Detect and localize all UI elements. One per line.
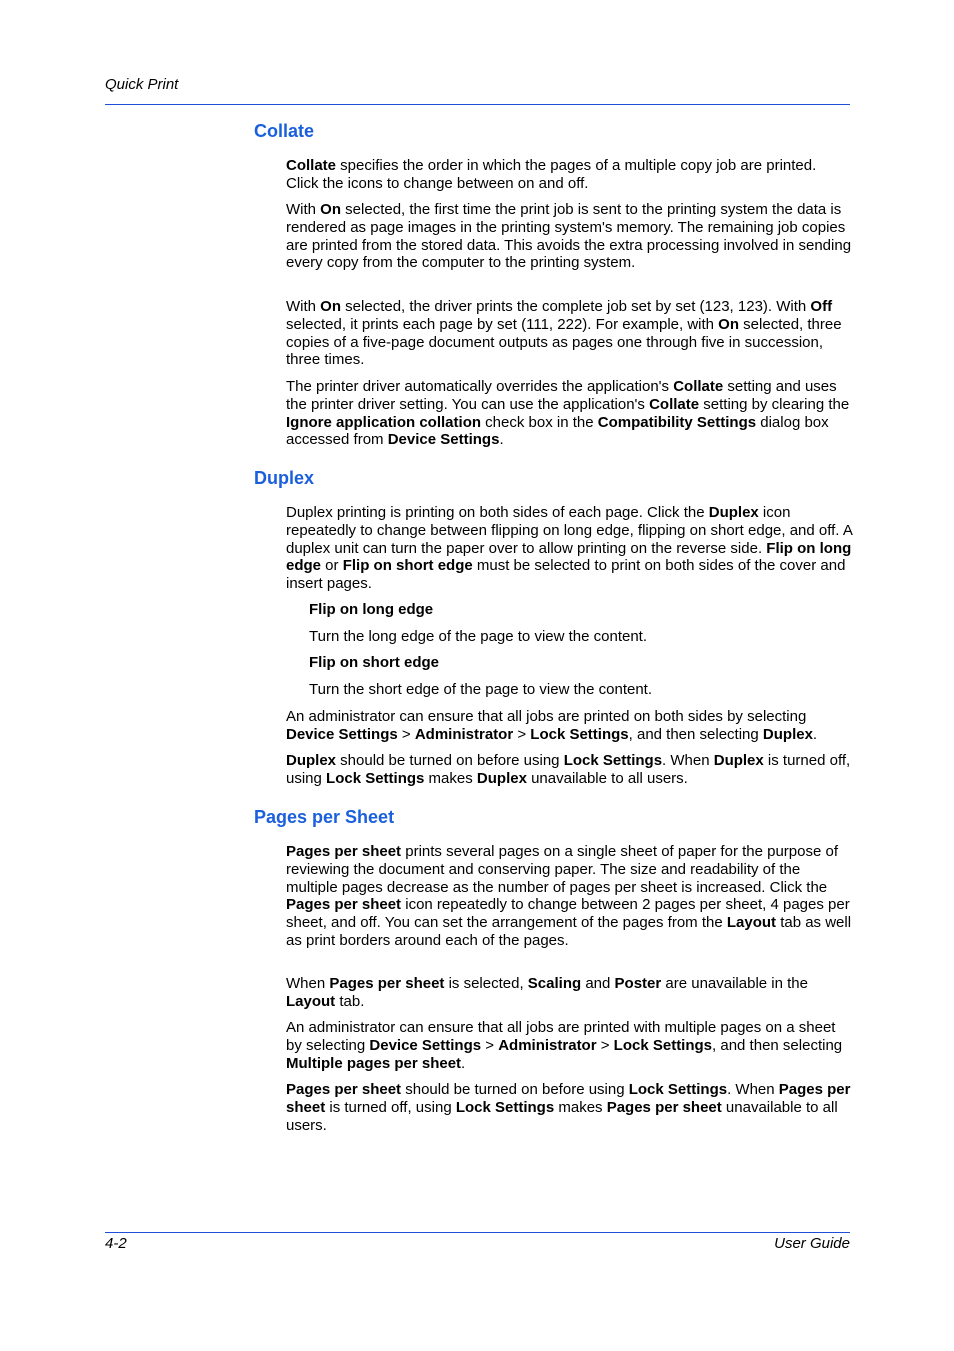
header-rule — [105, 104, 850, 105]
section-heading-pages-per-sheet: Pages per Sheet — [254, 807, 395, 827]
footer-rule — [105, 1232, 850, 1233]
page-number: 4-2 — [105, 1235, 127, 1252]
collate-paragraph: With On selected, the driver prints the complete job set by set (123, 123). With Off selected, it prints each page by set (111, 222). For example, with On selected, three copies of a five-page document outputs as pages one through five in succession, three times. — [286, 298, 842, 369]
section-heading-collate: Collate — [254, 121, 315, 141]
duplex-option-term: Flip on long edge — [309, 601, 434, 618]
duplex-paragraph: Duplex should be turned on before using Lock Settings. When Duplex is turned off, using Lock Settings makes Duplex unavailable to all users. — [286, 752, 851, 787]
footer-doc-title: User Guide — [774, 1235, 850, 1252]
duplex-option-desc: Turn the short edge of the page to view the content. — [309, 681, 653, 698]
duplex-paragraph: An administrator can ensure that all jobs are printed on both sides by selecting Device Settings > Administrator > Lock Settings, and then selecting Duplex. — [286, 708, 818, 743]
duplex-intro: Duplex printing is printing on both sides of each page. Click the Duplex icon repeatedly to change between flipping on long edge, flipping on short edge, and off. A duplex unit can turn the paper over to allow printing on the reverse side. Flip on long edge or Flip on short edge must be selected to print on both sides of the cover and insert pages. — [286, 504, 852, 593]
collate-paragraph: The printer driver automatically overrides the application's Collate setting and uses the printer driver setting. You can use the application's Collate setting by clearing the Ignore application collation check box in the Compatibility Settings dialog box accessed from Device Settings. — [286, 378, 850, 449]
pages-per-sheet-paragraph: Pages per sheet should be turned on before using Lock Settings. When Pages per sheet is turned off, using Lock Settings makes Pages per sheet unavailable to all users. — [286, 1081, 851, 1134]
pages-per-sheet-paragraph: Pages per sheet prints several pages on a single sheet of paper for the purpose of reviewing the document and conserving paper. The size and readability of the multiple pages decrease as the number of pages per sheet is increased. Click the Pages per sheet icon repeatedly to change between 2 pages per sheet, 4 pages per sheet, and off. You can set the arrangement of the pages from the Layout tab as well as print borders around each of the pages. — [286, 843, 852, 949]
pages-per-sheet-paragraph: An administrator can ensure that all jobs are printed with multiple pages on a sheet by selecting Device Settings > Administrator > Lock Settings, and then selecting Multiple pages per sheet. — [286, 1019, 843, 1072]
collate-paragraph: Collate specifies the order in which the pages of a multiple copy job are printed. Click the icons to change between on and off. — [286, 157, 817, 192]
collate-paragraph: With On selected, the first time the print job is sent to the printing system the data is rendered as page images in the printing system's memory. The remaining job copies are printed from the stored data. This avoids the extra processing involved in sending every copy from the computer to the printing system. — [286, 201, 852, 272]
pages-per-sheet-paragraph: When Pages per sheet is selected, Scaling and Poster are unavailable in the Layout tab. — [286, 975, 808, 1010]
duplex-option-desc: Turn the long edge of the page to view the content. — [309, 628, 648, 645]
section-heading-duplex: Duplex — [254, 468, 315, 488]
running-header: Quick Print — [105, 76, 179, 93]
duplex-option-term: Flip on short edge — [309, 654, 439, 671]
